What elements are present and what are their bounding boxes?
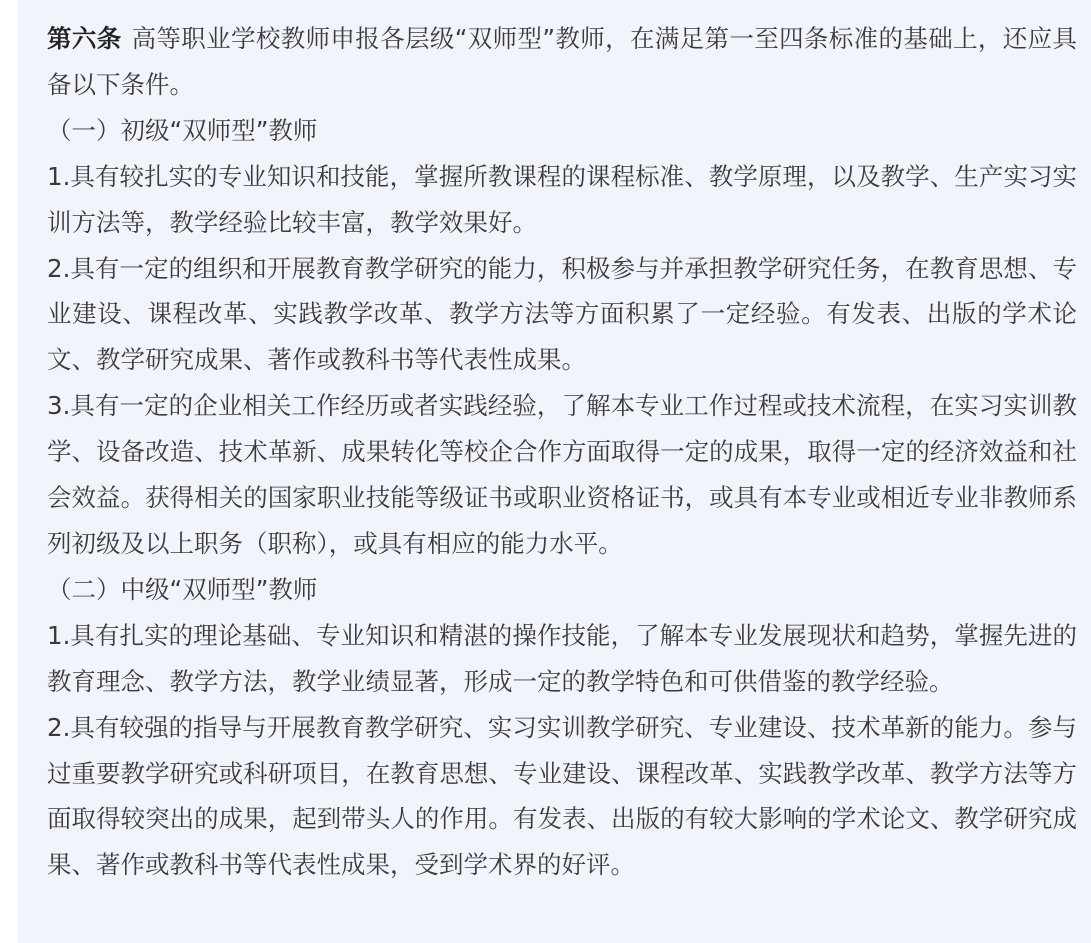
section-title-junior: （一）初级“双师型”教师 bbox=[47, 115, 318, 145]
junior-item-3: 3.具有一定的企业相关工作经历或者实践经验，了解本专业工作过程或技术流程，在实习实训教学、设备改造、技术革新、成果转化等校企合作方面取得一定的成果，取得一定的经济效益和社会效益。获得相关的国家职业技能等级证书或职业资格证书，或具有本专业或相近专业非教师系列初级及以上职务（职称），或具有相应的能力水平。 bbox=[47, 391, 1077, 558]
intermediate-item-2: 2.具有较强的指导与开展教育教学研究、实习实训教学研究、专业建设、技术革新的能力。参与过重要教学研究或科研项目，在教育思想、专业建设、课程改革、实践教学改革、教学方法等方面取得较突出的成果，起到带头人的作用。有发表、出版的有较大影响的学术论文、教学研究成果、著作或教科书等代表性成果，受到学术界的好评。 bbox=[47, 712, 1077, 880]
section-title-intermediate: （二）中级“双师型”教师 bbox=[47, 574, 318, 604]
intermediate-item-1: 1.具有扎实的理论基础、专业知识和精湛的操作技能，了解本专业发展现状和趋势，掌握先进的教育理念、教学方法，教学业绩显著，形成一定的教学特色和可供借鉴的教学经验。 bbox=[47, 620, 1077, 696]
junior-item-2: 2.具有一定的组织和开展教育教学研究的能力，积极参与并承担教学研究任务，在教育思想、专业建设、课程改革、实践教学改革、教学方法等方面积累了一定经验。有发表、出版的学术论文、教学研究成果、著作或教科书等代表性成果。 bbox=[47, 253, 1077, 375]
article-intro: 高等职业学校教师申报各层级“双师型”教师，在满足第一至四条标准的基础上，还应具备以下条件。 bbox=[47, 24, 1077, 99]
article-intro-paragraph bbox=[47, 16, 1077, 108]
article-body bbox=[47, 16, 1077, 888]
article-label: 第六条 bbox=[47, 24, 122, 53]
junior-item-1: 1.具有较扎实的专业知识和技能，掌握所教课程的课程标准、教学原理，以及教学、生产实习实训方法等，教学经验比较丰富，教学效果好。 bbox=[47, 161, 1077, 237]
